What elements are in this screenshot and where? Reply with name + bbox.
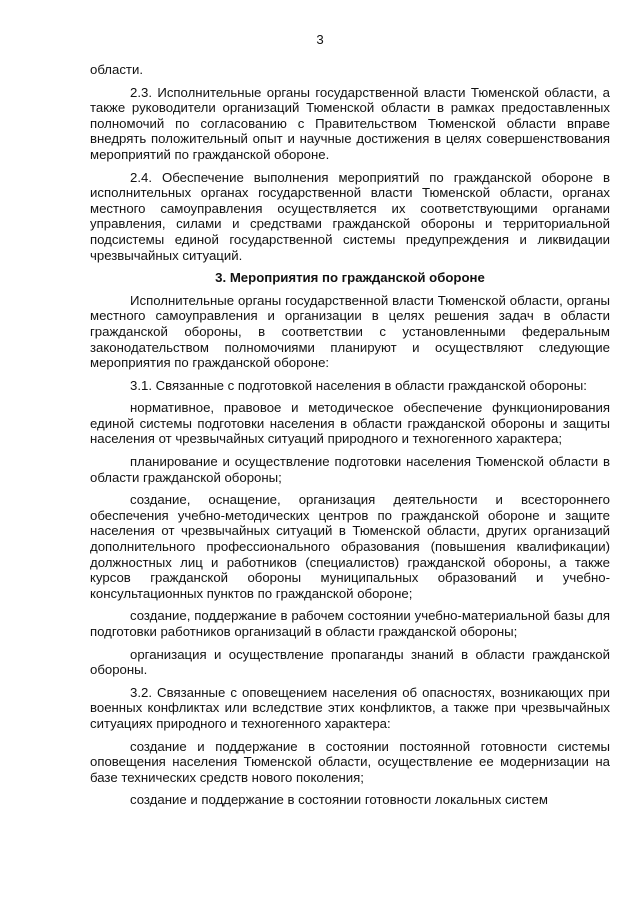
paragraph: создание и поддержание в состоянии готовности локальных систем bbox=[130, 792, 548, 808]
paragraph: 3.1. Связанные с подготовкой населения в области гражданской обороны: bbox=[130, 377, 587, 393]
paragraph: 2.4. Обеспечение выполнения мероприятий по гражданской обороне в исполнительных органах государственной власти Тюменской области, органах местного самоуправления осуществляется их соответствующими органами управления, силами и средствами гражданской обороны и территориальной подсистемы единой государственной системы предупреждения и ликвидации чрезвычайных ситуаций. bbox=[90, 169, 610, 263]
document-body bbox=[90, 62, 610, 815]
paragraph: планирование и осуществление подготовки населения Тюменской области в области гражданской обороны; bbox=[90, 454, 610, 485]
paragraph: создание, поддержание в рабочем состоянии учебно-материальной базы для подготовки работников организаций в области гражданской обороны; bbox=[90, 608, 610, 639]
paragraph: организация и осуществление пропаганды знаний в области гражданской обороны. bbox=[90, 646, 610, 678]
paragraph: области. bbox=[90, 62, 143, 77]
section-heading: 3. Мероприятия по гражданской обороне bbox=[215, 270, 485, 286]
page-number: 3 bbox=[316, 32, 324, 47]
paragraph: 3.2. Связанные с оповещением населения об опасностях, возникающих при военных конфликтах или вследствие этих конфликтов, а также при чрезвычайных ситуациях природного и техногенного характера: bbox=[90, 684, 610, 731]
paragraph: Исполнительные органы государственной власти Тюменской области, органы местного самоуправления и организации в целях решения задач в области гражданской обороны, в соответствии с установленными федеральным законодательством полномочиями планируют и осуществляют следующие мероприятия по гражданской обороне: bbox=[90, 292, 610, 371]
paragraph: 2.3. Исполнительные органы государственной власти Тюменской области, а также руководители организаций Тюменской области в рамках предоставленных полномочий по согласованию с Правительством Тюменской области вправе внедрять положительный опыт и научные достижения в целях совершенствования мероприятий по гражданской обороне. bbox=[90, 84, 610, 162]
paragraph: создание, оснащение, организация деятельности и всестороннего обеспечения учебно-методических центров по гражданской обороне и защите населения от чрезвычайных ситуаций в Тюменской области, других организаций дополнительного профессионального образования (повышения квалификации) должностных лиц и работников (специалистов) гражданской обороны, а также курсов гражданской обороны муниципальных образований и учебно-консультационных пунктов по гражданской обороне; bbox=[90, 492, 610, 601]
paragraph: создание и поддержание в состоянии постоянной готовности системы оповещения населения Тюменской области, осуществление ее модернизации на базе технических средств нового поколения; bbox=[90, 738, 610, 785]
paragraph: нормативное, правовое и методическое обеспечение функционирования единой системы подготовки населения в области гражданской обороны и защиты населения от чрезвычайных ситуаций природного и техногенного характера; bbox=[90, 400, 610, 447]
